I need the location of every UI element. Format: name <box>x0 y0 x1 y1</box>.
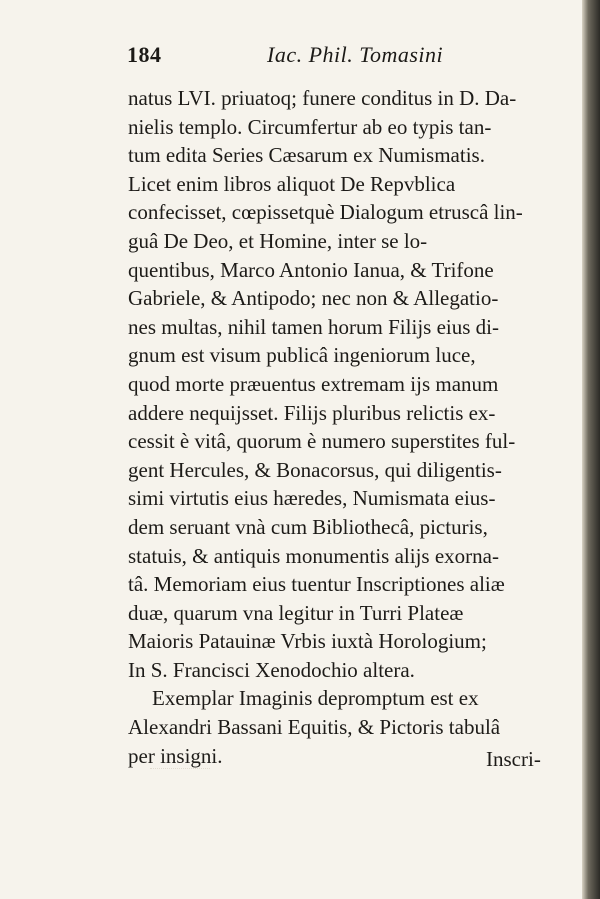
text-line: gent Hercules, & Bonacorsus, qui diligentis- <box>128 457 502 482</box>
text-line: cessit è vitâ, quorum è numero superstites ful- <box>128 429 516 454</box>
text-line: quod morte præuentus extremam ijs manum <box>128 371 499 396</box>
body-text <box>128 84 570 770</box>
text-line: Licet enim libros aliquot De Repvblica <box>128 171 456 196</box>
running-head: Iac. Phil. Tomasini <box>267 42 444 67</box>
text-line: Maioris Patauinæ Vrbis iuxtà Horologium; <box>128 629 487 654</box>
page-number: 184 <box>127 42 162 67</box>
text-line: statuis, & antiquis monumentis alijs exorna- <box>128 543 499 568</box>
text-line: nielis templo. Circumfertur ab eo typis tan- <box>128 114 492 139</box>
page-header <box>127 42 457 72</box>
bleed-through-mark <box>150 748 210 769</box>
text-line: guâ De Deo, et Homine, inter se lo- <box>128 228 428 253</box>
text-line: Alexandri Bassani Equitis, & Pictoris tabulâ <box>128 715 501 740</box>
text-line: gnum est visum publicâ ingeniorum luce, <box>128 343 476 368</box>
text-line: natus LVI. priuatoq; funere conditus in D. Da- <box>128 86 517 110</box>
text-line: tâ. Memoriam eius tuentur Inscriptiones aliæ <box>128 572 505 597</box>
catchword: Inscri- <box>486 747 541 771</box>
text-line: Exemplar Imaginis depromptum est ex <box>152 686 479 711</box>
text-line: quentibus, Marco Antonio Ianua, & Trifone <box>128 257 494 282</box>
text-line: In S. Francisci Xenodochio altera. <box>128 657 415 682</box>
text-line: dem seruant vnà cum Bibliothecâ, picturis, <box>128 514 488 539</box>
text-line: simi virtutis eius hæredes, Numismata eius- <box>128 486 496 511</box>
text-line: duæ, quarum vna legitur in Turri Plateæ <box>128 600 464 625</box>
text-line: per insigni. <box>128 743 223 768</box>
text-line: nes multas, nihil tamen horum Filijs eius di- <box>128 314 499 339</box>
text-line: Gabriele, & Antipodo; nec non & Allegatio- <box>128 286 499 311</box>
text-line: confecisset, cœpissetquè Dialogum etruscâ lin- <box>128 200 523 225</box>
book-spine-edge <box>582 0 600 899</box>
text-line: tum edita Series Cæsarum ex Numismatis. <box>128 143 485 168</box>
text-line: addere nequijsset. Filijs pluribus relictis ex- <box>128 400 496 425</box>
